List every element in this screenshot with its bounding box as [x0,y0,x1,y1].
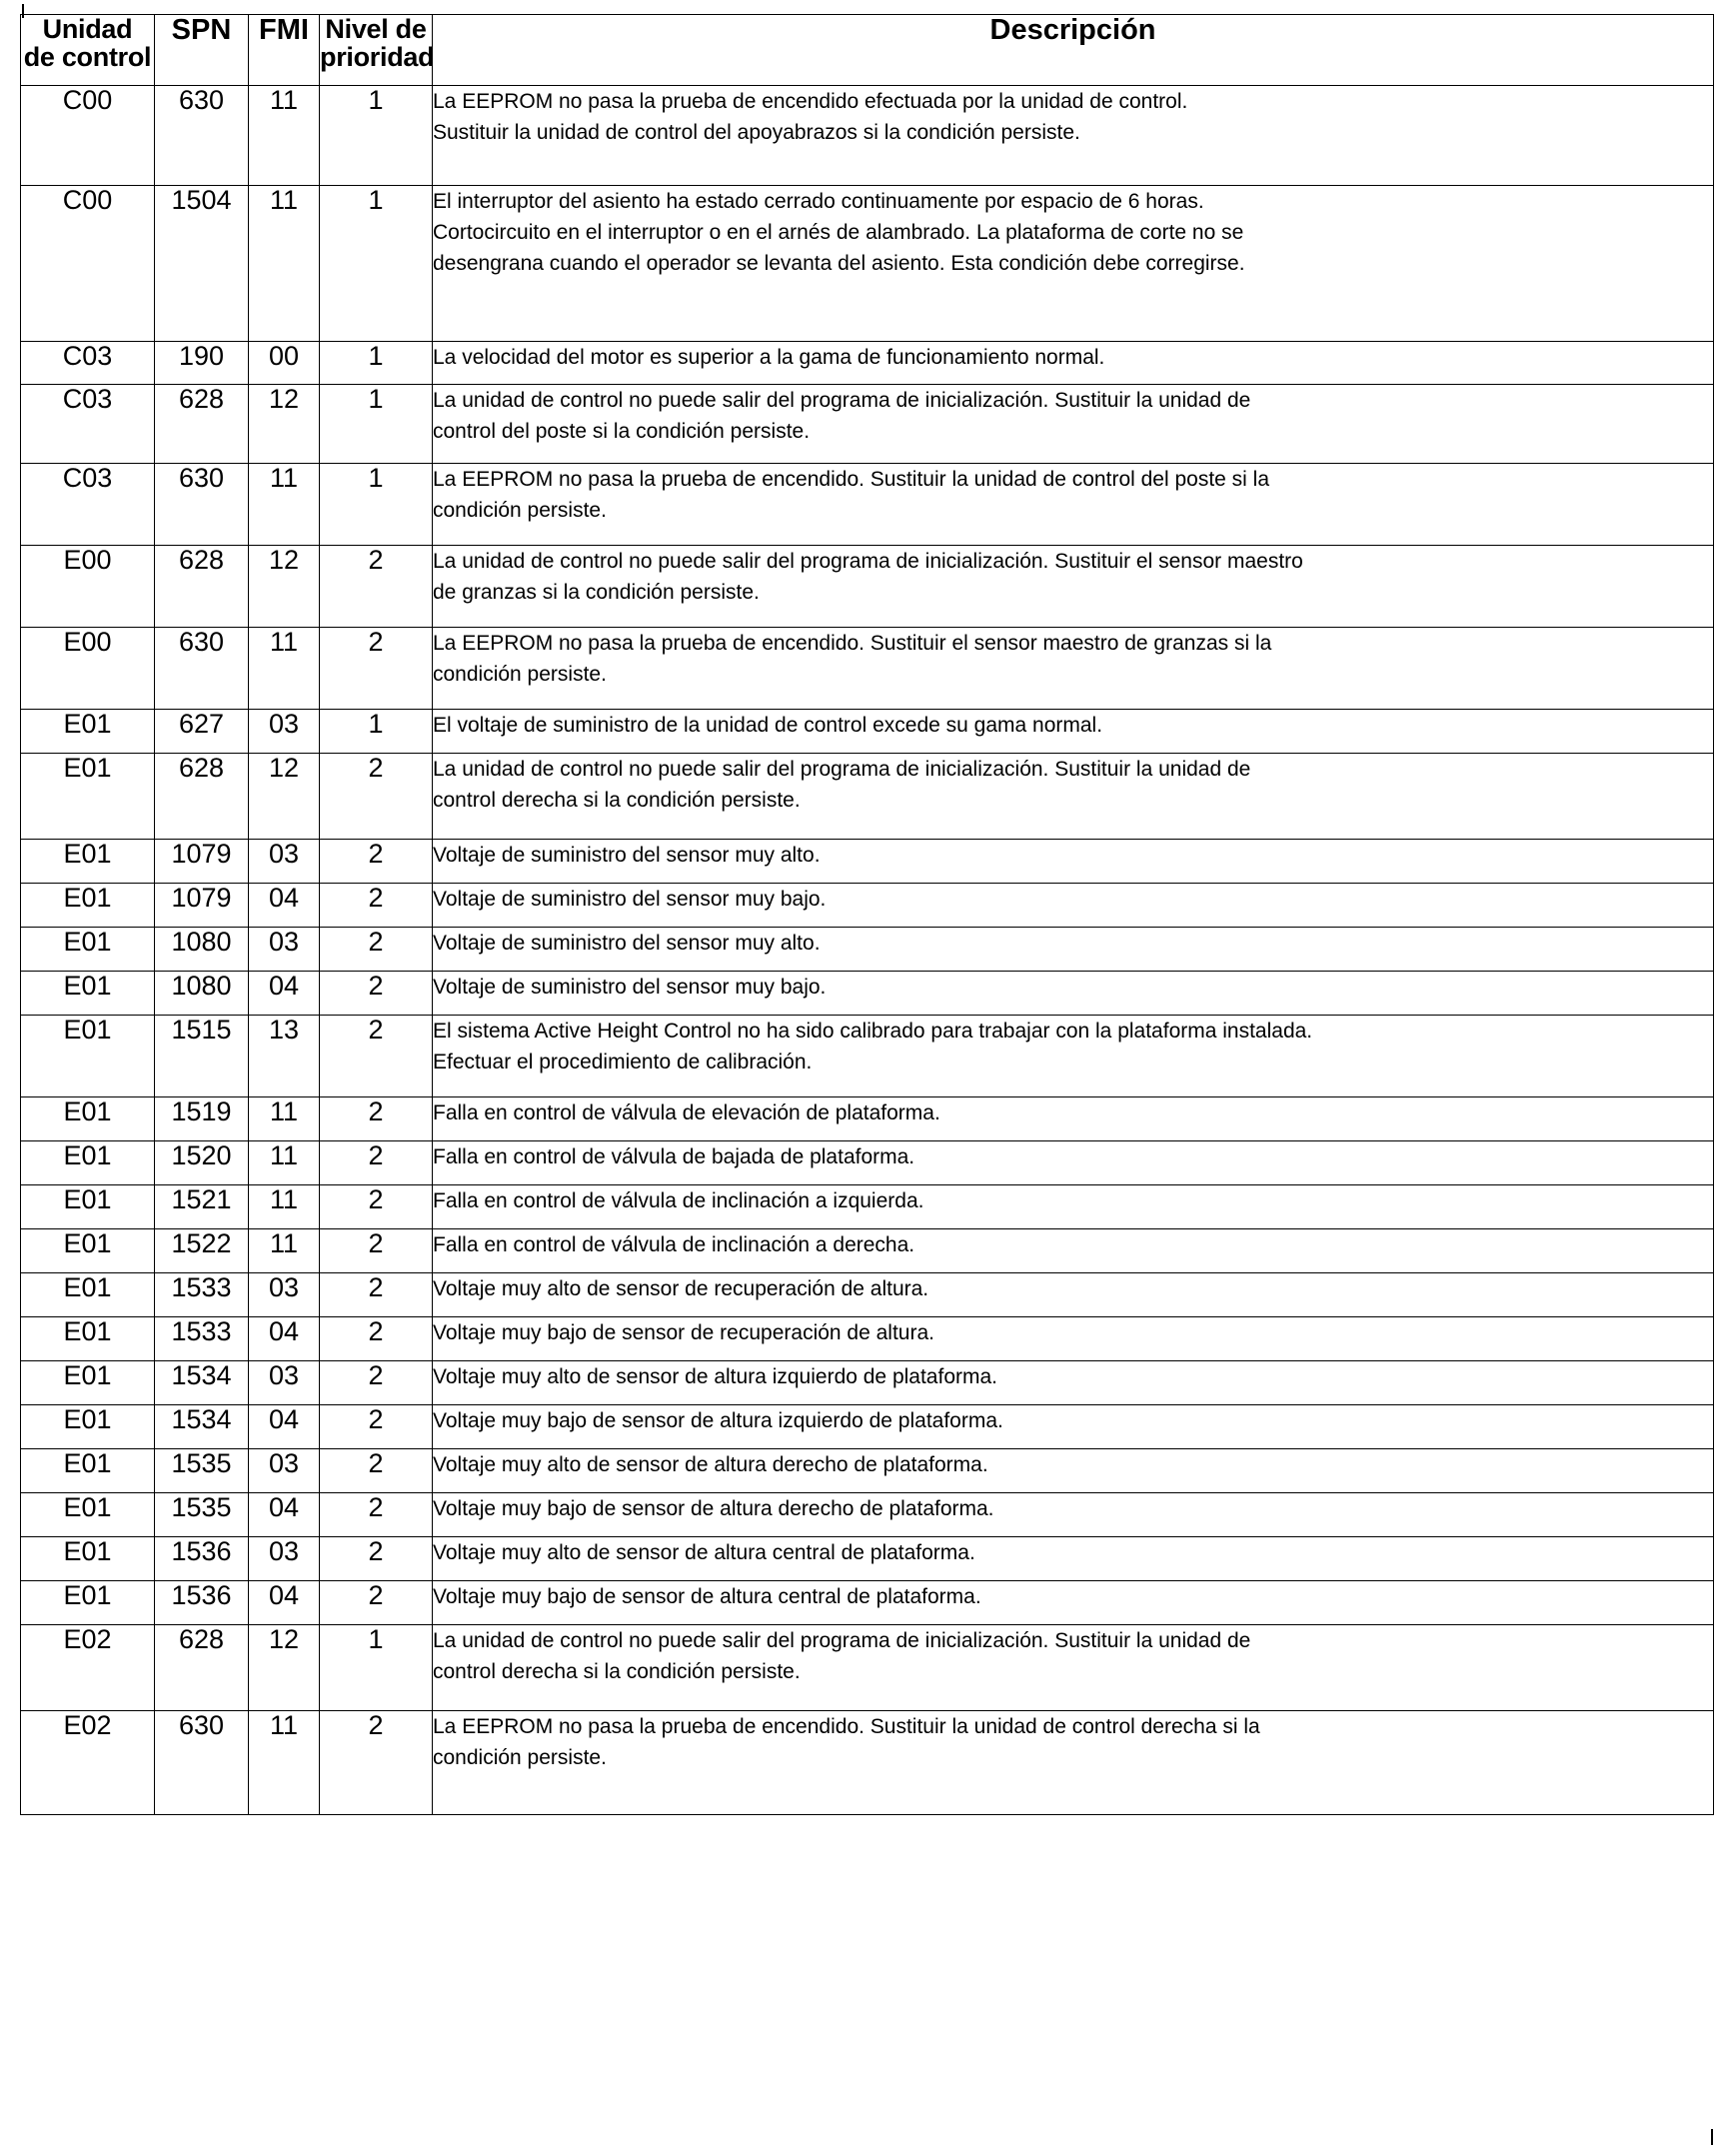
description-line: La EEPROM no pasa la prueba de encendido efectuada por la unidad de control. [433,90,1188,113]
fault-code-table [20,14,1714,1815]
cell-nivel-de-prioridad: 2 [320,1711,433,1815]
cell-nivel-de-prioridad: 1 [320,464,433,546]
cell-fmi: 11 [249,464,320,546]
description-line: Voltaje muy bajo de sensor de altura central de plataforma. [433,1585,981,1608]
cell-descripcion [433,1449,1714,1493]
cell-fmi: 11 [249,1141,320,1185]
table-body [21,86,1714,1815]
column-header-fmi-label: FMI [259,14,309,46]
table-row [21,385,1714,464]
cell-nivel-de-prioridad: 2 [320,1581,433,1625]
table-row [21,1537,1714,1581]
cell-spn: 1533 [155,1273,249,1317]
table-row [21,972,1714,1016]
cell-nivel-de-prioridad: 2 [320,628,433,710]
column-header-descripcion-label: Descripción [989,14,1156,46]
cell-descripcion [433,1317,1714,1361]
column-header-descripcion [433,15,1714,86]
cell-descripcion [433,1711,1714,1815]
table-row [21,710,1714,754]
cell-spn: 628 [155,546,249,628]
cell-unidad-de-control: E01 [21,1229,155,1273]
cell-descripcion [433,884,1714,928]
description-line: condición persiste. [433,1746,607,1770]
crop-mark-bottom-right [1711,2129,1713,2145]
table-row [21,86,1714,186]
table-row [21,1229,1714,1273]
cell-descripcion [433,464,1714,546]
cell-fmi: 03 [249,1273,320,1317]
cell-unidad-de-control: E01 [21,1273,155,1317]
cell-unidad-de-control: C00 [21,186,155,342]
cell-unidad-de-control: E01 [21,710,155,754]
description-line: La EEPROM no pasa la prueba de encendido. Sustituir la unidad de control del poste si la [433,468,1270,491]
table-row [21,1581,1714,1625]
cell-spn: 1535 [155,1449,249,1493]
cell-unidad-de-control: C03 [21,342,155,385]
cell-nivel-de-prioridad: 2 [320,1097,433,1141]
cell-descripcion [433,1493,1714,1537]
cell-descripcion [433,628,1714,710]
cell-spn: 1536 [155,1581,249,1625]
cell-descripcion [433,1229,1714,1273]
cell-unidad-de-control: E01 [21,1537,155,1581]
cell-descripcion [433,1537,1714,1581]
cell-nivel-de-prioridad: 2 [320,1185,433,1229]
cell-unidad-de-control: E01 [21,928,155,972]
cell-descripcion [433,754,1714,840]
cell-unidad-de-control: E01 [21,884,155,928]
cell-fmi: 04 [249,1317,320,1361]
description-line: Falla en control de válvula de inclinación a izquierda. [433,1189,924,1212]
description-line: La unidad de control no puede salir del programa de inicialización. Sustituir el sensor maestro [433,550,1303,573]
cell-unidad-de-control: E01 [21,840,155,884]
cell-spn: 630 [155,464,249,546]
cell-spn: 1515 [155,1016,249,1097]
description-line: Voltaje muy bajo de sensor de recuperación de altura. [433,1321,934,1344]
cell-descripcion [433,546,1714,628]
cell-descripcion [433,1273,1714,1317]
cell-nivel-de-prioridad: 2 [320,1449,433,1493]
column-header-nivel-de-prioridad [320,15,433,86]
cell-descripcion [433,1016,1714,1097]
description-line: Efectuar el procedimiento de calibración. [433,1051,813,1075]
cell-unidad-de-control: E01 [21,1361,155,1405]
cell-fmi: 12 [249,385,320,464]
cell-unidad-de-control: E01 [21,1449,155,1493]
cell-nivel-de-prioridad: 1 [320,186,433,342]
description-line: Voltaje muy alto de sensor de recuperación de altura. [433,1277,929,1300]
table-row [21,1625,1714,1711]
description-line: Voltaje de suministro del sensor muy alto. [433,844,821,867]
table-row [21,628,1714,710]
cell-descripcion [433,86,1714,186]
table-row [21,754,1714,840]
cell-descripcion [433,1581,1714,1625]
cell-fmi: 03 [249,710,320,754]
cell-unidad-de-control: E01 [21,1016,155,1097]
cell-fmi: 13 [249,1016,320,1097]
cell-unidad-de-control: E01 [21,1581,155,1625]
table-row [21,840,1714,884]
description-line: La unidad de control no puede salir del programa de inicialización. Sustituir la unidad de [433,389,1251,412]
cell-fmi: 12 [249,1625,320,1711]
cell-nivel-de-prioridad: 2 [320,928,433,972]
cell-nivel-de-prioridad: 2 [320,1317,433,1361]
cell-descripcion [433,1361,1714,1405]
cell-fmi: 04 [249,1493,320,1537]
cell-nivel-de-prioridad: 1 [320,385,433,464]
table-row [21,464,1714,546]
cell-fmi: 11 [249,1711,320,1815]
cell-descripcion [433,1141,1714,1185]
cell-nivel-de-prioridad: 2 [320,1537,433,1581]
cell-fmi: 00 [249,342,320,385]
cell-fmi: 12 [249,546,320,628]
cell-spn: 628 [155,1625,249,1711]
cell-unidad-de-control: E01 [21,972,155,1016]
cell-descripcion [433,385,1714,464]
table-row [21,1449,1714,1493]
description-line: La EEPROM no pasa la prueba de encendido. Sustituir el sensor maestro de granzas si la [433,632,1272,655]
description-line: El sistema Active Height Control no ha sido calibrado para trabajar con la plataforma instalada. [433,1020,1313,1043]
cell-unidad-de-control: C03 [21,385,155,464]
cell-fmi: 11 [249,86,320,186]
cell-unidad-de-control: E01 [21,1317,155,1361]
cell-spn: 630 [155,628,249,710]
cell-unidad-de-control: E01 [21,1405,155,1449]
cell-nivel-de-prioridad: 2 [320,840,433,884]
cell-unidad-de-control: E01 [21,1493,155,1537]
cell-spn: 1079 [155,884,249,928]
cell-fmi: 04 [249,1581,320,1625]
cell-descripcion [433,1405,1714,1449]
cell-unidad-de-control: E01 [21,1185,155,1229]
cell-nivel-de-prioridad: 2 [320,1405,433,1449]
description-line: Voltaje de suministro del sensor muy alto. [433,932,821,955]
table-row [21,1141,1714,1185]
cell-fmi: 11 [249,1097,320,1141]
table-row [21,1405,1714,1449]
cell-spn: 1080 [155,972,249,1016]
cell-fmi: 03 [249,1449,320,1493]
description-line: Cortocircuito en el interruptor o en el arnés de alambrado. La plataforma de corte no se [433,221,1244,245]
cell-fmi: 03 [249,928,320,972]
cell-unidad-de-control: E02 [21,1625,155,1711]
description-line: Sustituir la unidad de control del apoyabrazos si la condición persiste. [433,121,1080,145]
cell-spn: 630 [155,86,249,186]
description-line: condición persiste. [433,663,607,687]
cell-descripcion [433,928,1714,972]
cell-spn: 1535 [155,1493,249,1537]
description-line: La unidad de control no puede salir del programa de inicialización. Sustituir la unidad de [433,1629,1251,1652]
cell-spn: 1534 [155,1405,249,1449]
cell-nivel-de-prioridad: 2 [320,1016,433,1097]
cell-unidad-de-control: E01 [21,1097,155,1141]
cell-spn: 1079 [155,840,249,884]
cell-nivel-de-prioridad: 1 [320,710,433,754]
cell-spn: 1522 [155,1229,249,1273]
cell-nivel-de-prioridad: 2 [320,972,433,1016]
table-row [21,186,1714,342]
table-row [21,1493,1714,1537]
cell-spn: 1534 [155,1361,249,1405]
column-header-unidad-de-control [21,15,155,86]
description-line: Falla en control de válvula de inclinación a derecha. [433,1233,915,1256]
cell-spn: 1519 [155,1097,249,1141]
cell-fmi: 11 [249,1229,320,1273]
column-header-spn [155,15,249,86]
cell-nivel-de-prioridad: 2 [320,884,433,928]
description-line: control del poste si la condición persiste. [433,420,811,444]
table-row [21,1711,1714,1815]
cell-nivel-de-prioridad: 2 [320,546,433,628]
cell-nivel-de-prioridad: 1 [320,342,433,385]
cell-descripcion [433,186,1714,342]
column-header-nivel-line1: Nivel de [325,14,427,44]
description-line: condición persiste. [433,499,607,523]
cell-unidad-de-control: C00 [21,86,155,186]
table-header-row [21,15,1714,86]
description-line: La EEPROM no pasa la prueba de encendido. Sustituir la unidad de control derecha si la [433,1715,1260,1738]
cell-nivel-de-prioridad: 2 [320,1229,433,1273]
cell-fmi: 04 [249,972,320,1016]
description-line: Voltaje muy alto de sensor de altura derecho de plataforma. [433,1453,988,1476]
cell-spn: 627 [155,710,249,754]
description-line: control derecha si la condición persiste. [433,1660,801,1684]
cell-fmi: 04 [249,1405,320,1449]
table-row [21,1016,1714,1097]
description-line: El interruptor del asiento ha estado cerrado continuamente por espacio de 6 horas. [433,190,1204,213]
cell-fmi: 11 [249,1185,320,1229]
cell-fmi: 03 [249,840,320,884]
cell-unidad-de-control: E02 [21,1711,155,1815]
description-line: control derecha si la condición persiste. [433,789,801,813]
cell-fmi: 11 [249,186,320,342]
cell-nivel-de-prioridad: 1 [320,1625,433,1711]
cell-unidad-de-control: C03 [21,464,155,546]
description-line: La velocidad del motor es superior a la gama de funcionamiento normal. [433,346,1105,369]
cell-fmi: 11 [249,628,320,710]
description-line: Voltaje de suministro del sensor muy bajo. [433,976,827,999]
description-line: Falla en control de válvula de bajada de plataforma. [433,1145,915,1168]
cell-fmi: 03 [249,1537,320,1581]
column-header-nivel-line2: prioridad [320,42,435,73]
cell-nivel-de-prioridad: 2 [320,1493,433,1537]
column-header-unidad-line2: de control [23,42,152,73]
cell-descripcion [433,710,1714,754]
description-line: El voltaje de suministro de la unidad de control excede su gama normal. [433,714,1103,737]
cell-unidad-de-control: E01 [21,1141,155,1185]
table-row [21,1317,1714,1361]
cell-fmi: 04 [249,884,320,928]
description-line: Falla en control de válvula de elevación de plataforma. [433,1101,940,1124]
description-line: La unidad de control no puede salir del programa de inicialización. Sustituir la unidad de [433,758,1251,781]
cell-spn: 190 [155,342,249,385]
description-line: Voltaje muy alto de sensor de altura central de plataforma. [433,1541,975,1564]
cell-nivel-de-prioridad: 1 [320,86,433,186]
table-row [21,1361,1714,1405]
table-row [21,884,1714,928]
cell-nivel-de-prioridad: 2 [320,1141,433,1185]
table-header [21,15,1714,86]
cell-spn: 1504 [155,186,249,342]
cell-spn: 628 [155,754,249,840]
table-row [21,928,1714,972]
cell-descripcion [433,840,1714,884]
description-line: Voltaje muy bajo de sensor de altura derecho de plataforma. [433,1497,994,1520]
cell-descripcion [433,1185,1714,1229]
cell-spn: 1533 [155,1317,249,1361]
table-row [21,1273,1714,1317]
cell-descripcion [433,1097,1714,1141]
cell-spn: 630 [155,1711,249,1815]
cell-unidad-de-control: E01 [21,754,155,840]
table-row [21,546,1714,628]
description-line: Voltaje de suministro del sensor muy bajo. [433,888,827,911]
column-header-spn-label: SPN [171,14,232,46]
cell-fmi: 03 [249,1361,320,1405]
description-line: Voltaje muy alto de sensor de altura izquierdo de plataforma. [433,1365,998,1388]
column-header-fmi [249,15,320,86]
cell-nivel-de-prioridad: 2 [320,1273,433,1317]
cell-spn: 1080 [155,928,249,972]
cell-nivel-de-prioridad: 2 [320,1361,433,1405]
column-header-unidad-line1: Unidad [42,14,133,44]
cell-spn: 628 [155,385,249,464]
cell-spn: 1521 [155,1185,249,1229]
cell-descripcion [433,972,1714,1016]
cell-descripcion [433,342,1714,385]
description-line: Voltaje muy bajo de sensor de altura izquierdo de plataforma. [433,1409,1003,1432]
table-row [21,1097,1714,1141]
cell-spn: 1536 [155,1537,249,1581]
cell-unidad-de-control: E00 [21,546,155,628]
description-line: de granzas si la condición persiste. [433,581,760,605]
table-row [21,342,1714,385]
table-row [21,1185,1714,1229]
cell-descripcion [433,1625,1714,1711]
cell-unidad-de-control: E00 [21,628,155,710]
cell-spn: 1520 [155,1141,249,1185]
cell-nivel-de-prioridad: 2 [320,754,433,840]
cell-fmi: 12 [249,754,320,840]
description-line: desengrana cuando el operador se levanta del asiento. Esta condición debe corregirse. [433,252,1245,276]
